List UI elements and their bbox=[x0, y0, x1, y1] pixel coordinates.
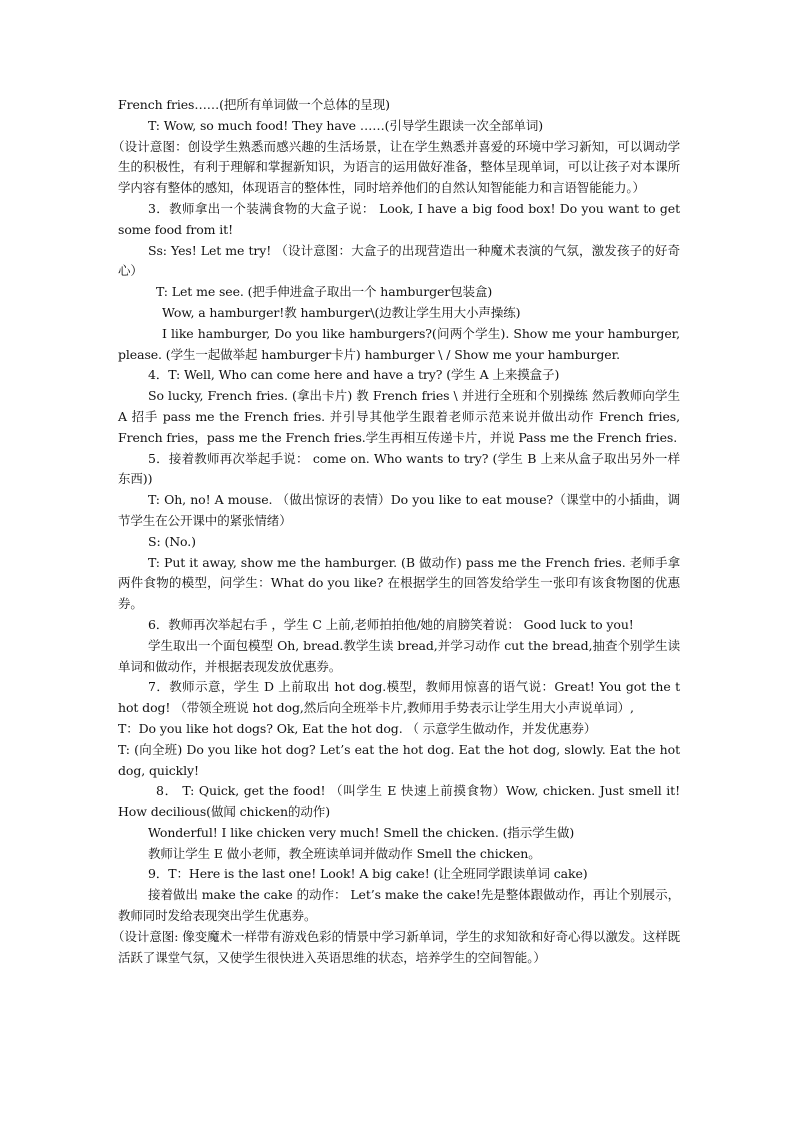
paragraph-put-it-away: T: Put it away, show me the hamburger. (B 做动作) pass me the French fries. 老师手拿两件食物的模型，问学生：What do you like? 在根据学生的回答发给学生一张印有该食物图的优惠券。 bbox=[118, 554, 680, 612]
paragraph-mouse: T: Oh, no! A mouse. （做出惊讶的表情）Do you like to eat mouse?（课堂中的小插曲，调节学生在公开课中的紧张情绪） bbox=[118, 492, 680, 528]
paragraph-student-no: S: (No.) bbox=[148, 533, 196, 549]
paragraph-step-3: 3．教师拿出一个装满食物的大盒子说： Look, I have a big food box! Do you want to get some food from it! bbox=[118, 200, 680, 237]
paragraph-french-fries: French fries……(把所有单词做一个总体的呈现) bbox=[118, 97, 390, 112]
paragraph-so-lucky: So lucky, French fries. (拿出卡片) 教 French fries \ 并进行全班和个别操练 然后教师向学生 A 招手 pass me the French fries. 并引导其他学生跟着老师示范来说并做出动作 French fries, French fries，pass me the French fries.学生再相互传递卡片，并说 Pass me the French fries. bbox=[118, 388, 680, 445]
paragraph-let-me-see: T: Let me see. (把手伸进盒子取出一个 hamburger包装盒) bbox=[156, 284, 493, 300]
paragraph-step-7: 7．教师示意，学生 D 上前取出 hot dog.模型，教师用惊喜的语气说：Great! You got the t hot dog! （带领全班说 hot dog,然后向全班举卡片,教师用手势表示让学生用大小声说单词）, bbox=[118, 679, 680, 716]
paragraph-bread: 学生取出一个面包模型 Oh, bread.教学生读 bread,并学习动作 cut the bread,抽查个别学生读单词和做动作，并根据表现发放优惠券。 bbox=[118, 637, 680, 674]
paragraph-wow-hamburger: Wow, a hamburger!教 hamburger\(边教让学生用大小声操练) bbox=[162, 304, 521, 320]
paragraph-wonderful-chicken: Wonderful! I like chicken very much! Smell the chicken. (指示学生做) bbox=[148, 824, 575, 840]
document-page bbox=[112, 95, 680, 968]
paragraph-let-me-try: Ss: Yes! Let me try! （设计意图：大盒子的出现营造出一种魔术表演的气氛，激发孩子的好奇心） bbox=[118, 242, 680, 279]
paragraph-i-like-hamburger: I like hamburger, Do you like hamburgers?(问两个学生). Show me your hamburger, please. (学生一起做举起 hamburger卡片) hamburger \ / Show me your hamburger. bbox=[118, 325, 680, 362]
paragraph-eat-hot-dog: T: (向全班) Do you like hot dog? Let’s eat the hot dog. Eat the hot dog, slowly. Eat the hot dog, quickly! bbox=[118, 741, 680, 778]
paragraph-step-4: 4．T: Well, Who can come here and have a try? (学生 A 上来摸盒子) bbox=[148, 367, 560, 383]
paragraph-step-6: 6．教师再次举起右手 ，学生 C 上前,老师拍拍他/她的肩膀笑着说： Good luck to you! bbox=[148, 616, 634, 632]
paragraph-design-intent-1: （设计意图：创设学生熟悉而感兴趣的生活场景，让在学生熟悉并喜爱的环境中学习新知，可以调动学生的积极性，有利于理解和掌握新知识，为语言的运用做好准备，整体呈现单词，可以让孩子对本课所学内容有整体的感知，体现语言的整体性，同时培养他们的自然认知智能能力和言语智能能力。） bbox=[112, 138, 680, 196]
paragraph-design-intent-2: （设计意图: 像变魔术一样带有游戏色彩的情景中学习新单词，学生的求知欲和好奇心得以激发。这样既活跃了课堂气氛，又使学生很快进入英语思维的状态，培养学生的空间智能。） bbox=[112, 928, 680, 965]
paragraph-step-8: 8． T: Quick, get the food! （叫学生 E 快速上前摸食物）Wow, chicken. Just smell it! How decilious(做闻 chicken的动作) bbox=[118, 783, 680, 820]
paragraph-hot-dogs-question: T：Do you like hot dogs? Ok, Eat the hot dog. （ 示意学生做动作，并发优惠券） bbox=[118, 720, 597, 736]
paragraph-step-5: 5．接着教师再次举起手说： come on. Who wants to try? (学生 B 上来从盒子取出另外一样东西)) bbox=[118, 450, 680, 487]
paragraph-make-cake: 接着做出 make the cake 的动作： Let’s make the cake!先是整体跟做动作，再让个别展示，教师同时发给表现突出学生优惠券。 bbox=[118, 887, 680, 924]
paragraph-small-teacher: 教师让学生 E 做小老师，教全班读单词并做动作 Smell the chicken。 bbox=[148, 845, 541, 861]
paragraph-step-9: 9．T：Here is the last one! Look! A big cake! (让全班同学跟读单词 cake) bbox=[148, 866, 588, 882]
paragraph-so-much-food: T: Wow, so much food! They have ……(引导学生跟读一次全部单词) bbox=[148, 117, 543, 133]
